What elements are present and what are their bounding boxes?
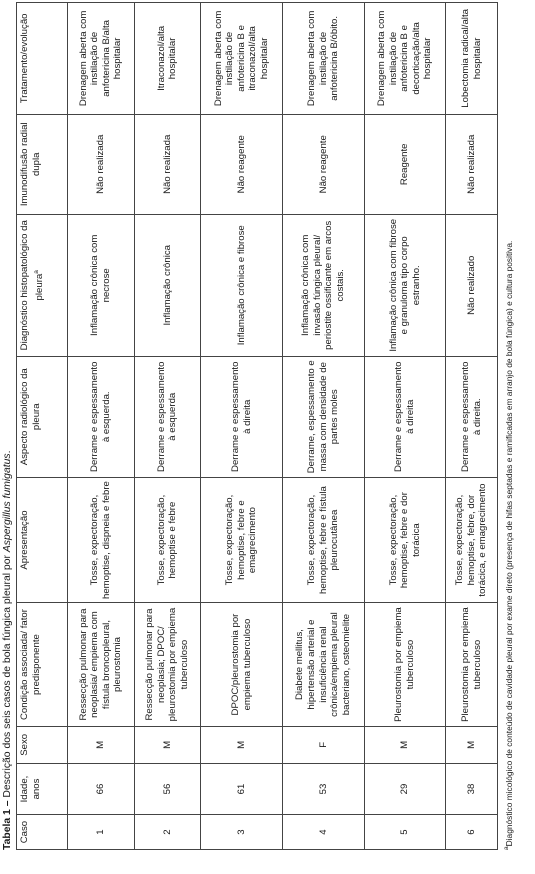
cell-idade: 38 [446, 763, 498, 814]
cell-aspecto: Derrame e espessamento à esquerda [134, 356, 201, 477]
cell-imuno: Não realizada [134, 114, 201, 214]
cell-diagnostico: Inflamação crônica com necrose [68, 214, 135, 356]
cell-imuno: Reagente [364, 114, 446, 214]
cell-condicao: Pleurostomia por empiema tuberculoso [446, 603, 498, 726]
footnote-text: Diagnóstico micológico de conteúdo de cavidade pleural por exame direto (presença de hifas septadas e ramificadas em arranjo de bola fúngica) e cultura positiva. [503, 240, 514, 847]
caption-end: . [2, 450, 13, 454]
cell-caso: 6 [446, 815, 498, 850]
cell-condicao: Ressecção pulmonar para neoplasia; DPOC/ pleurostomia por empiema tuberculoso [134, 603, 201, 726]
cell-diagnostico: Não realizado [446, 214, 498, 356]
header-tratamento: Tratamento/evolução [17, 3, 68, 115]
table-row [68, 3, 135, 850]
cell-caso: 2 [134, 815, 201, 850]
caption-organism: Aspergillus fumigatus [2, 453, 13, 553]
cell-sexo: M [134, 726, 201, 763]
header-aspecto: Aspecto radiológico da pleura [17, 356, 68, 477]
table-row [201, 3, 283, 850]
cell-aspecto: Derrame e espessamento à direita [364, 356, 446, 477]
header-condicao: Condição associada/ fator predisponente [17, 603, 68, 726]
cell-apresentacao: Tosse, expectoração, hemoptise, febre e fístula pleurocutânea [282, 477, 364, 603]
cell-tratamento: Drenagem aberta com instilação de anfotericina B e itraconazol/alta hospitalar [201, 3, 283, 115]
cell-diagnostico: Inflamação crônica e fibrose [201, 214, 283, 356]
cell-imuno: Não reagente [201, 114, 283, 214]
table-row [446, 3, 498, 850]
cell-sexo: F [282, 726, 364, 763]
cell-tratamento: Itraconazol/alta hospitalar [134, 3, 201, 115]
cell-idade: 56 [134, 763, 201, 814]
header-diagnostico-text: Diagnóstico histopatológico da pleura [19, 220, 45, 351]
header-sexo: Sexo [17, 726, 68, 763]
cell-condicao: Diabete mellitus, hipertensão arterial e insuficiência renal crônica/empiema pleural bacteriano, osteomielite [282, 603, 364, 726]
cell-condicao: Pleurostomia por empiema tuberculoso [364, 603, 446, 726]
cell-idade: 53 [282, 763, 364, 814]
cell-tratamento: Drenagem aberta com instilação de anfotericina B/alta hospitalar [68, 3, 135, 115]
cell-apresentacao: Tosse, expectoração, hemoptise, dispneia e febre [68, 477, 135, 603]
header-idade: Idade, anos [17, 763, 68, 814]
cell-aspecto: Derrame e espessamento à direita. [446, 356, 498, 477]
cell-aspecto: Derrame e espessamento à direita [201, 356, 283, 477]
cell-diagnostico: Inflamação crônica com fibrose e granuloma tipo corpo estranho. [364, 214, 446, 356]
header-imuno: Imunodifusão radial dupla [17, 114, 68, 214]
table-footnote [503, 2, 514, 850]
cell-caso: 3 [201, 815, 283, 850]
header-diagnostico-sup: a [32, 270, 40, 274]
cell-tratamento: Lobectomia radical/alta hospitalar [446, 3, 498, 115]
cell-imuno: Não realizada [68, 114, 135, 214]
cell-diagnostico: Inflamação crônica com invasão fúngica pleural/ periostite ossificante em arcos costais. [282, 214, 364, 356]
cell-apresentacao: Tosse, expectoração, hemoptise, febre, dor torácica, e emagrecimento [446, 477, 498, 603]
cell-imuno: Não realizada [446, 114, 498, 214]
cell-apresentacao: Tosse, expectoração, hemoptise e febre [134, 477, 201, 603]
cell-caso: 5 [364, 815, 446, 850]
table-row [282, 3, 364, 850]
header-row [17, 3, 68, 850]
cell-tratamento: Drenagem aberta com instilação de anfotericina B/óbito. [282, 3, 364, 115]
cell-imuno: Não reagente [282, 114, 364, 214]
cell-caso: 1 [68, 815, 135, 850]
cell-apresentacao: Tosse, expectoração, hemoptise, febre e dor torácica [364, 477, 446, 603]
cell-idade: 29 [364, 763, 446, 814]
cell-aspecto: Derrame e espessamento à esquerda. [68, 356, 135, 477]
cell-diagnostico: Inflamação crônica [134, 214, 201, 356]
cell-condicao: DPOC/pleurostomia por empiema tuberculoso [201, 603, 283, 726]
cell-aspecto: Derrame, espessamento e massa com densidade de partes moles [282, 356, 364, 477]
header-diagnostico [17, 214, 68, 356]
cell-caso: 4 [282, 815, 364, 850]
header-apresentacao: Apresentação [17, 477, 68, 603]
cell-idade: 61 [201, 763, 283, 814]
cell-apresentacao: Tosse, expectoração, hemoptise, febre e emagrecimento [201, 477, 283, 603]
cell-tratamento: Drenagem aberta com instilação de anfotericina B e decorticação/alta hospitalar [364, 3, 446, 115]
cell-sexo: M [364, 726, 446, 763]
caption-text: Descrição dos seis casos de bola fúngica pleural por [2, 552, 13, 801]
cell-idade: 66 [68, 763, 135, 814]
table-caption [2, 10, 13, 850]
table-row [364, 3, 446, 850]
cases-table [16, 2, 498, 850]
cell-condicao: Ressecção pulmonar para neoplasia/ empiema com fístula broncopleural, pleurostomia [68, 603, 135, 726]
cell-sexo: M [446, 726, 498, 763]
footnote-sup: a [503, 846, 510, 850]
cell-sexo: M [68, 726, 135, 763]
cell-sexo: M [201, 726, 283, 763]
header-caso: Caso [17, 815, 68, 850]
table-row [134, 3, 201, 850]
caption-label: Tabela 1 – [2, 800, 13, 850]
